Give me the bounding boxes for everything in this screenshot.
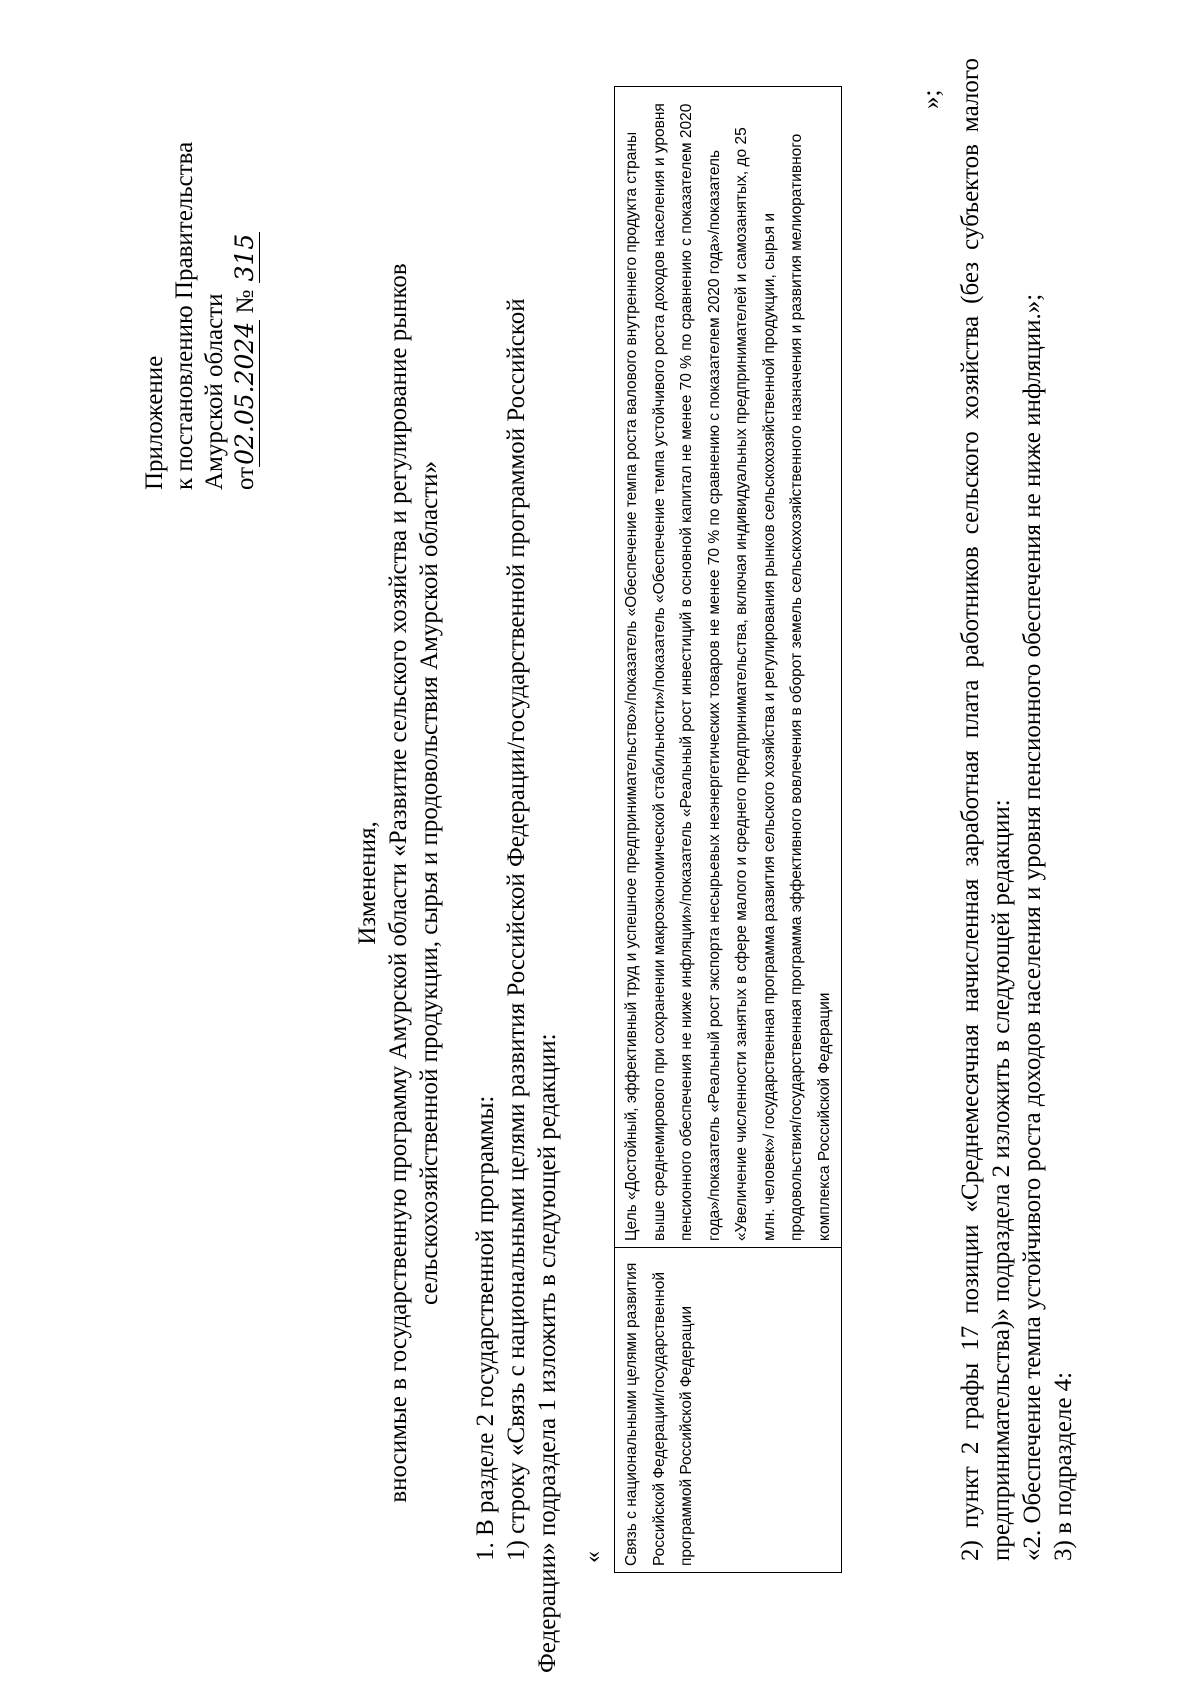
item-2-text: 2) пункт 2 графы 17 позиции «Среднемесячная начисленная заработная плата работников сельского хозяйства (без субъектов малого предпринимательства)» подраздела 2 изложить в следующей редакции:	[957, 58, 1015, 1561]
table-left-cell: Связь с национальными целями развития Российской Федерации/государственной программой Российской Федерации	[615, 1247, 841, 1572]
appendix-line-3: Амурской области	[201, 293, 228, 490]
section-1-heading: 1. В разделе 2 государственной программы:	[472, 1095, 499, 1561]
number-prefix: №	[232, 289, 259, 314]
item-2-new-text: «2. Обеспечение темпа устойчивого роста доходов населения и уровня пенсионного обеспечения не ниже инфляции.»;	[1019, 293, 1046, 1561]
item-3-text: 3) в подразделе 4:	[1050, 1371, 1077, 1561]
from-prefix: от	[232, 466, 259, 490]
appendix-line-2: к постановлению Правительства	[171, 141, 198, 490]
title-line-2: вносимые в государственную программу Амурской области «Развитие сельского хозяйства и регулирование рынков	[385, 263, 412, 1503]
handwritten-number: 315	[230, 233, 259, 282]
section-1	[470, 58, 563, 1673]
section-1-continued	[955, 58, 1079, 1673]
handwritten-date: 02.05.2024	[230, 321, 259, 465]
title-line-1: Изменения,	[354, 821, 381, 945]
closing-quote: »;	[918, 89, 945, 109]
item-1-line-2: Федерации» подраздела 1 изложить в следующей редакции:	[534, 1033, 561, 1673]
appendix-line-1: Приложение	[141, 355, 168, 490]
document-title	[352, 123, 445, 1643]
item-1-line-1: 1) строку «Связь с национальными целями развития Российской Федерации/государственной программой Российской	[503, 298, 530, 1561]
title-line-3: сельскохозяйственной продукции, сырья и продовольствия Амурской области»	[416, 460, 443, 1306]
appendix-header	[140, 20, 261, 490]
national-goals-table-row	[614, 86, 842, 1573]
table-right-cell: Цель «Достойный, эффективный труд и успешное предпринимательство»/показатель «Обеспечение темпа роста валового внутреннего продукта страны выше среднемирового при сохранении макроэкономической стабильности»/показатель «Обеспечение темпа устойчивого роста доходов населения и уровня пенсионного обеспечения не ниже инфляции»/показатель «Реальный рост инвестиций в основной капитал не менее 70 % по сравнению с показателем 2020 года»/показатель «Реальный рост экспорта несырьевых неэнергетических товаров не менее 70 % по сравнению с показателем 2020 года»/показатель «Увеличение численности занятых в сфере малого и среднего предпринимательства, включая индивидуальных предпринимателей и самозанятых, до 25 млн. человек»/ государственная программа развития сельского хозяйства и регулирования рынков сельскохозяйственной продукции, сырья и продовольствия/государственная программа эффективного вовлечения в оборот земель сельскохозяйственного назначения и развития мелиоративного комплекса Российской Федерации	[623, 103, 833, 1241]
appendix-date-number-line	[230, 20, 261, 490]
opening-quote: «	[580, 1551, 606, 1563]
